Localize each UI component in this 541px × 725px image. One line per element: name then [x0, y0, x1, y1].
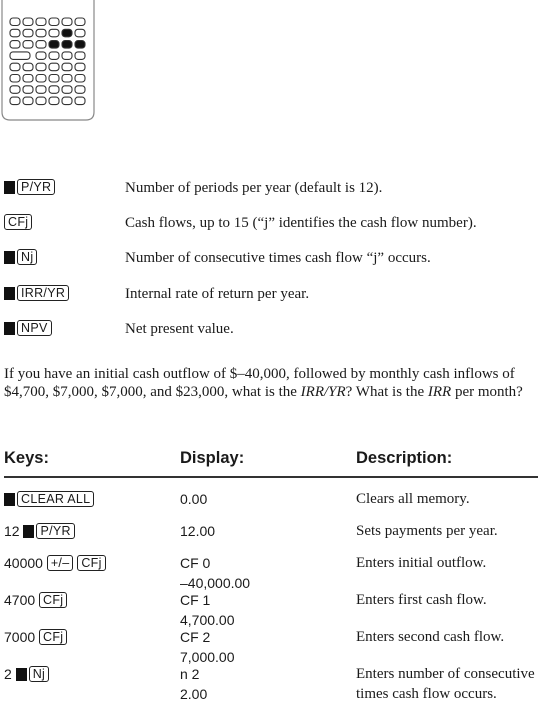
display-line: 2.00: [180, 686, 208, 702]
display-cell: [180, 553, 250, 593]
keypad-key: [23, 41, 33, 49]
display-cell: [180, 664, 207, 704]
display-line: 7,000.00: [180, 649, 235, 665]
p-yr-key: P/YR: [36, 523, 74, 539]
nj-key: Nj: [29, 666, 49, 682]
keypad-key: [62, 41, 72, 49]
calculator-keypad-icon: [0, 0, 98, 122]
display-line: 12.00: [180, 523, 216, 539]
display-cell: [180, 521, 215, 541]
cfj-key: CFj: [39, 629, 67, 645]
keypad-key: [36, 97, 46, 105]
shift-key-icon: [4, 251, 15, 264]
keystroke-cell: [4, 666, 49, 682]
display-line: 0.00: [180, 491, 208, 507]
keypad-key: [23, 75, 33, 83]
definition-item: [4, 213, 541, 233]
keypad-key: [75, 52, 85, 60]
keypad-key: [75, 41, 85, 49]
keypad-key: [36, 63, 46, 70]
example-problem-text: If you have an initial cash outflow of $–40,000, followed by monthly cash inflows of $4,700, $7,000, $7,000, and $23,000, what is the IRR/YR? What is the IRR per month?: [4, 366, 523, 400]
keystroke-cell: [4, 523, 75, 539]
keypad-key: [49, 75, 59, 83]
cfj-key: CFj: [77, 555, 105, 571]
irr-yr-key: IRR/YR: [17, 285, 69, 301]
keypad-key: [23, 18, 33, 26]
keypad-key: [62, 52, 72, 60]
shift-key-icon: [16, 668, 27, 681]
keypad-key: [49, 29, 59, 37]
definition-text: Internal rate of return per year.: [125, 285, 310, 302]
display-line: CF 0: [180, 555, 211, 571]
keypad-key: [62, 97, 72, 105]
description-column-header: Description:: [356, 449, 453, 467]
keypad-key: [62, 86, 72, 94]
definition-key: [4, 320, 125, 338]
definition-text: Number of consecutive times cash flow “j” occurs.: [125, 249, 431, 266]
definition-item: [4, 178, 541, 198]
keystroke-number: 12: [4, 523, 24, 539]
display-cell: [180, 590, 235, 630]
keystroke-number: 2: [4, 666, 16, 682]
definition-item: [4, 284, 541, 304]
keypad-key: [10, 97, 20, 105]
keypad-key: [10, 41, 20, 49]
display-cell: [180, 627, 235, 667]
keypad-key: [75, 75, 85, 83]
keypad-key: [49, 97, 59, 105]
description-cell: Enters second cash flow.: [356, 629, 505, 645]
keypad-key: [36, 86, 46, 94]
description-cell: Enters number of consecutive times cash flow occurs.: [356, 666, 535, 702]
keypad-key: [10, 29, 20, 37]
keypad-key: [75, 63, 85, 70]
nj-key: Nj: [17, 249, 37, 265]
keypad-key: [36, 41, 46, 49]
shift-key-icon: [4, 493, 15, 506]
keypad-key: [49, 63, 59, 70]
keystroke-cell: [4, 555, 106, 571]
keypad-key: [75, 29, 85, 37]
keypad-key: [10, 75, 20, 83]
display-line: 4,700.00: [180, 612, 235, 628]
definition-text: Number of periods per year (default is 12).: [125, 179, 383, 196]
keypad-key: [49, 18, 59, 26]
description-cell: Enters initial outflow.: [356, 555, 487, 571]
keypad-key: [49, 86, 59, 94]
definition-text: Net present value.: [125, 320, 234, 337]
display-cell: [180, 489, 207, 509]
description-cell: Clears all memory.: [356, 491, 470, 507]
keypad-key: [36, 75, 46, 83]
keypad-key: [49, 41, 59, 49]
npv-key: NPV: [17, 320, 52, 336]
keypad-key: [62, 29, 72, 37]
keystroke-cell: [4, 592, 67, 608]
display-line: n 2: [180, 666, 200, 682]
header-divider: [4, 476, 538, 478]
description-cell: Enters first cash flow.: [356, 592, 487, 608]
shift-key-icon: [23, 525, 34, 538]
shift-key-icon: [4, 322, 15, 335]
keypad-key: [10, 63, 20, 70]
definition-item: [4, 248, 541, 268]
keystroke-number: 40000: [4, 555, 47, 571]
keypad-key: [62, 18, 72, 26]
clear-all-key: CLEAR ALL: [17, 491, 94, 507]
keypad-key: [23, 29, 33, 37]
keystroke-number: 4700: [4, 592, 40, 608]
display-line: CF 1: [180, 592, 211, 608]
definition-item: [4, 319, 541, 339]
definition-text: Cash flows, up to 15 (“j” identifies the cash flow number).: [125, 214, 477, 231]
keypad-key: [49, 52, 59, 60]
keypad-key: [62, 75, 72, 83]
keypad-key: [23, 97, 33, 105]
p-yr-key: P/YR: [17, 179, 55, 195]
description-cell: Sets payments per year.: [356, 523, 498, 539]
keystroke-cell: [4, 629, 67, 645]
keypad-key: [75, 86, 85, 94]
shift-key-icon: [4, 181, 15, 194]
keystroke-cell: [4, 491, 94, 507]
keypad-key: [23, 86, 33, 94]
keypad-key: [10, 86, 20, 94]
shift-key-icon: [4, 287, 15, 300]
definition-key: [4, 214, 125, 232]
keystroke-number: 7000: [4, 629, 40, 645]
display-line: –40,000.00: [180, 575, 251, 591]
keypad-key: [10, 18, 20, 26]
change-sign-key: +/–: [47, 555, 74, 571]
definition-key: [4, 249, 125, 267]
keypad-key: [36, 29, 46, 37]
definition-key: [4, 285, 125, 303]
keypad-key: [10, 52, 30, 60]
display-column-header: Display:: [180, 449, 245, 467]
keypad-key: [75, 97, 85, 105]
keypad-key: [36, 52, 46, 60]
definition-key: [4, 179, 125, 197]
keypad-key: [75, 18, 85, 26]
keypad-key: [36, 18, 46, 26]
keys-column-header: Keys:: [4, 449, 49, 467]
cfj-key: CFj: [4, 214, 32, 230]
keypad-key: [23, 63, 33, 70]
keypad-key: [62, 63, 72, 70]
cfj-key: CFj: [39, 592, 67, 608]
display-line: CF 2: [180, 629, 211, 645]
